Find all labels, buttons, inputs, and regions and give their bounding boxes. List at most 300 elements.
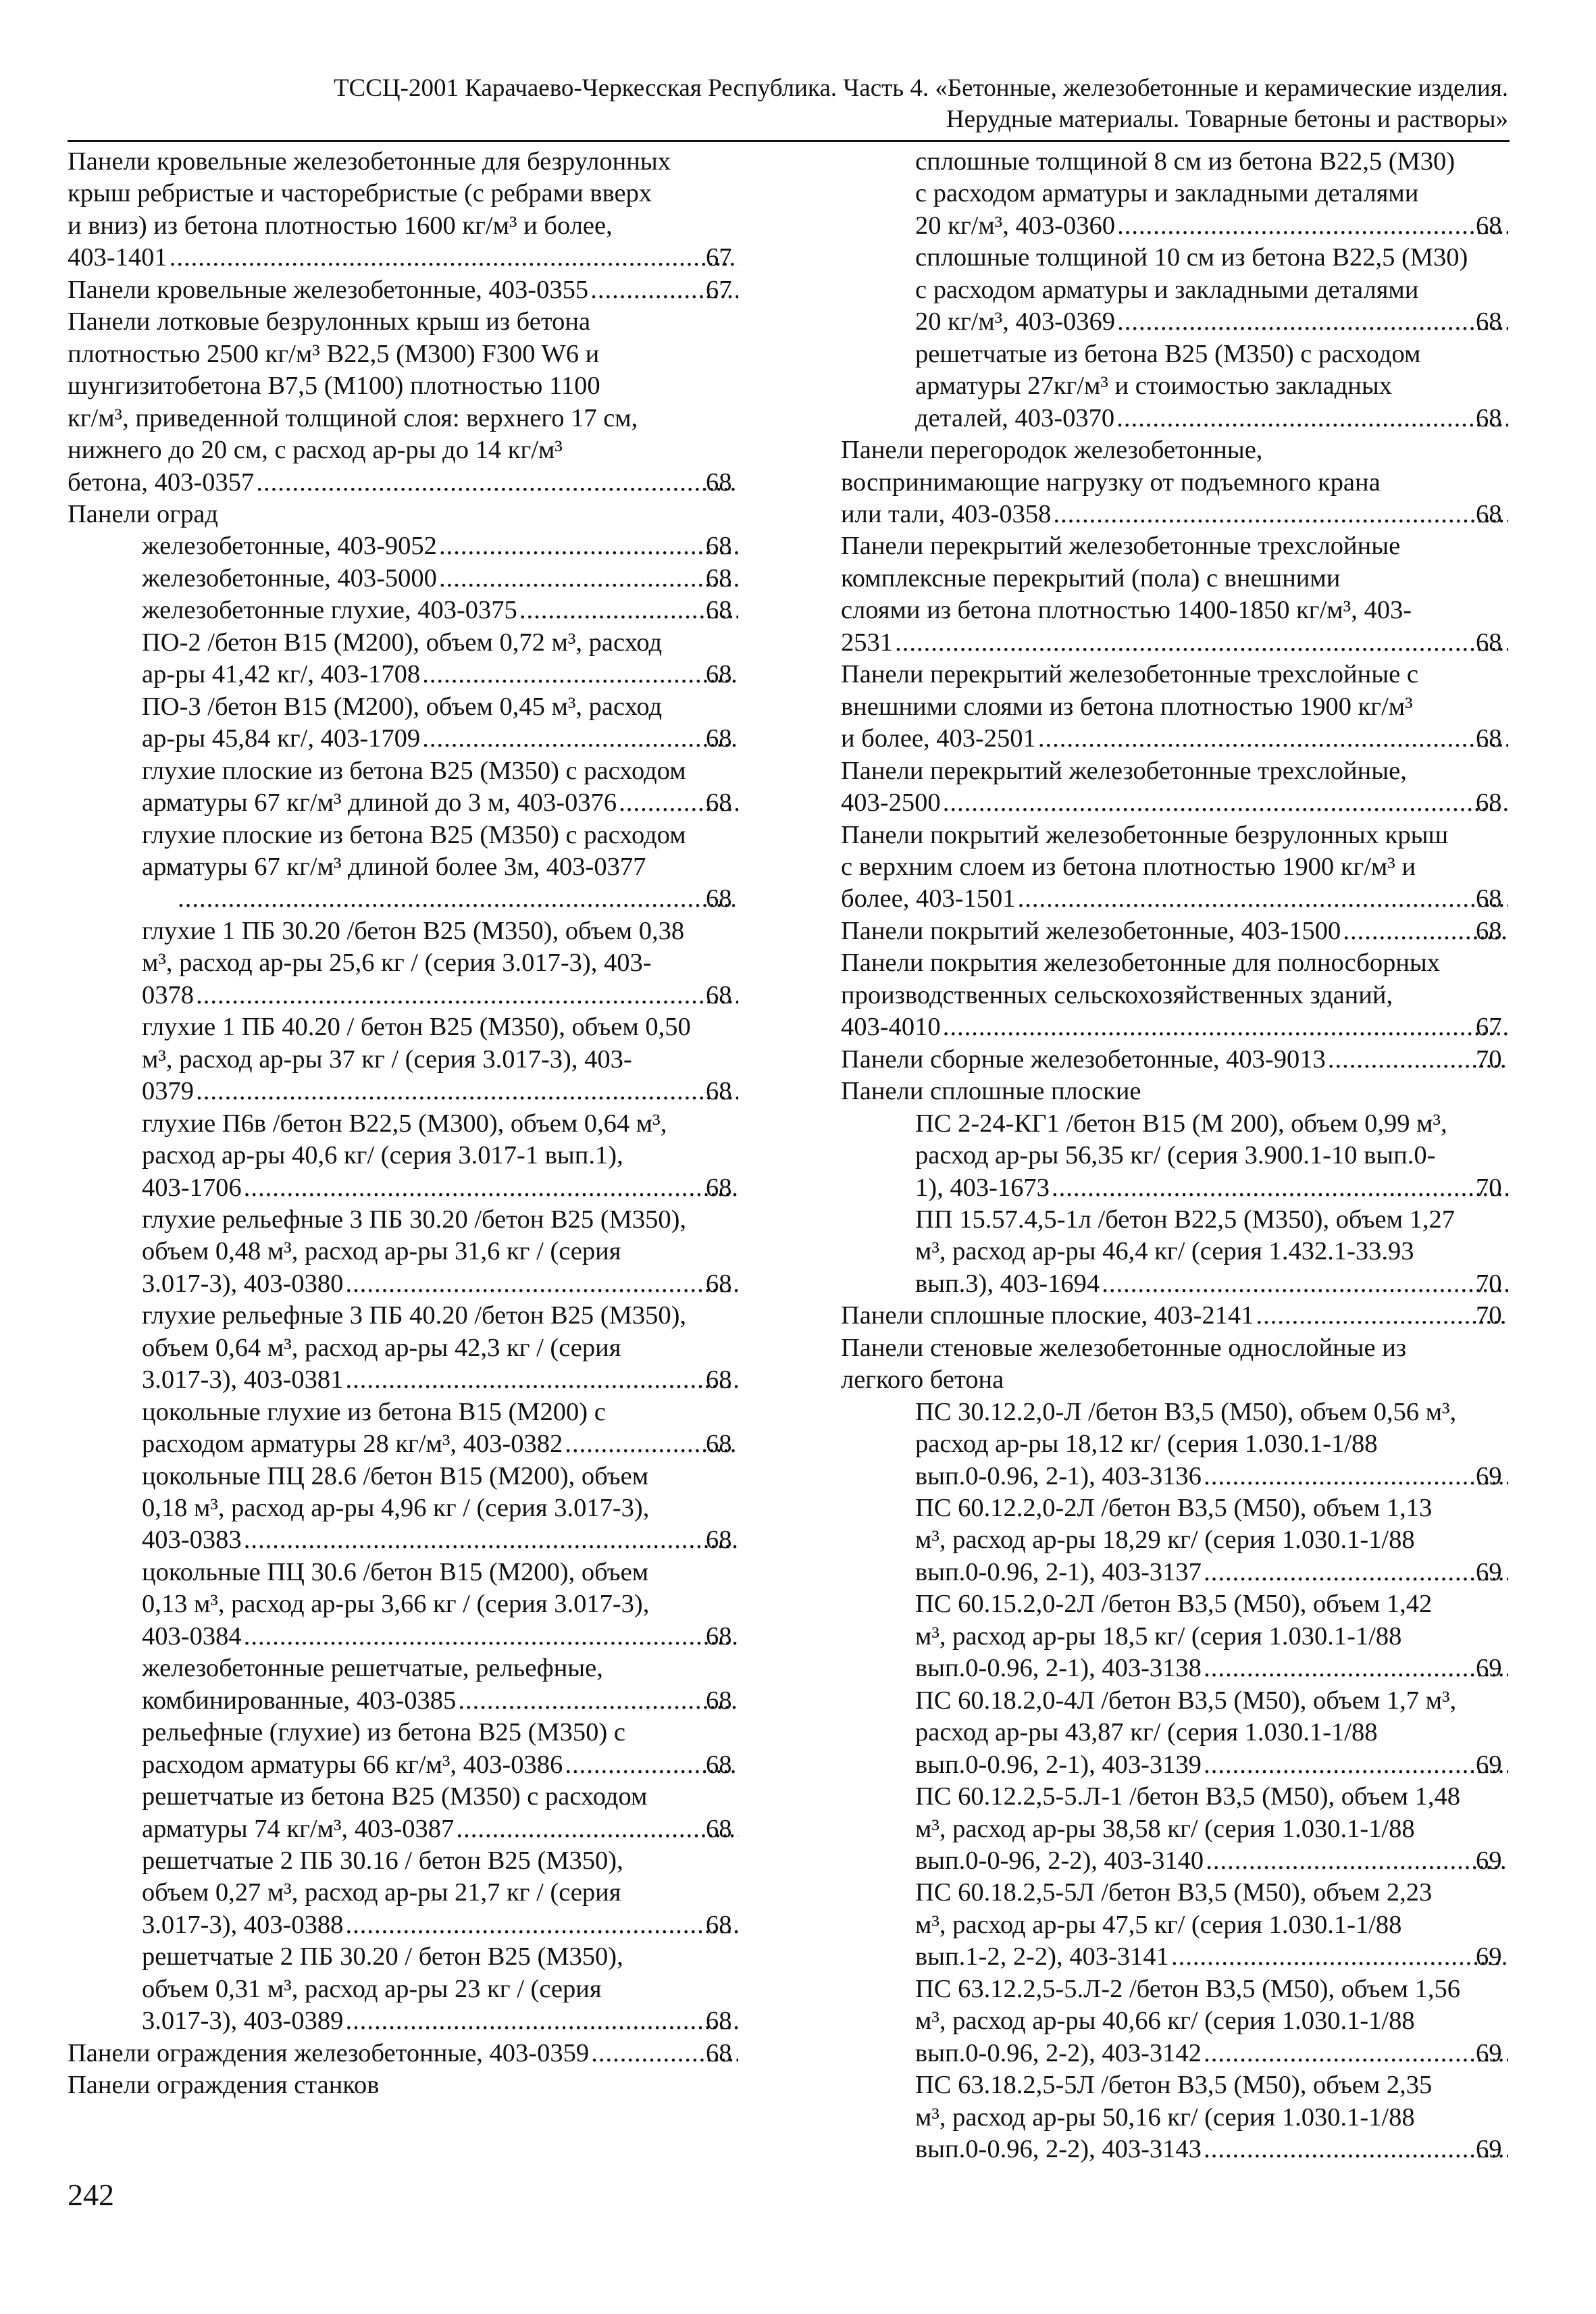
index-column-left <box>68 146 740 2102</box>
dot-leader <box>242 1172 738 1204</box>
entry-line: объем 0,31 м³, расход ар-ры 23 кг / (серия <box>142 1974 602 2003</box>
index-entry <box>841 530 1510 659</box>
entry-line: арматуры 74 кг/м³, 403-0387 <box>142 1814 455 1843</box>
entry-line: ПС 60.12.2,0-2Л /бетон В3,5 (М50), объем 1,13 <box>915 1494 1433 1523</box>
page-reference: 67 <box>1476 1013 1502 1042</box>
entry-line: ПС 2-24-КГ1 /бетон В15 (М 200), объем 0,99 м³, <box>915 1109 1447 1138</box>
entry-line: Панели кровельные железобетонные, 403-0355 <box>68 275 589 304</box>
page-reference: 68 <box>706 724 732 753</box>
page-reference: 68 <box>706 1814 732 1843</box>
index-entry <box>68 563 740 595</box>
entry-line: Панели перекрытий железобетонные трехслойные <box>841 532 1401 561</box>
entry-page-line <box>841 723 1510 755</box>
entry-line: Панели сплошные плоские <box>841 1077 1141 1106</box>
index-entry <box>841 2069 1510 2165</box>
index-entry <box>841 1332 1510 1397</box>
entry-page-line <box>915 1461 1510 1492</box>
dot-leader <box>456 1685 738 1717</box>
page-reference: 68 <box>706 788 732 818</box>
dot-leader <box>1202 1557 1508 1588</box>
entry-page-line <box>841 787 1510 819</box>
page-reference: 68 <box>706 1430 732 1459</box>
dot-leader <box>1202 1749 1508 1781</box>
header-line-2: Нерудные материалы. Товарные бетоны и растворы» <box>946 105 1508 133</box>
page-reference: 67 <box>706 275 732 304</box>
index-entry <box>68 146 740 274</box>
entry-line: расход ар-ры 40,6 кг/ (серия 3.017-1 вып.1), <box>142 1141 623 1170</box>
entry-page-line <box>68 274 740 306</box>
entry-line: вып.0-0.96, 2-1), 403-3139 <box>915 1750 1202 1779</box>
page-reference: 68 <box>1476 499 1502 528</box>
index-entry <box>841 1044 1510 1076</box>
entry-line: Панели сплошные плоские, 403-2141 <box>841 1301 1254 1330</box>
dot-leader <box>437 530 738 562</box>
page-reference: 69 <box>1476 1557 1502 1586</box>
entry-line: глухие П6в /бетон В22,5 (М300), объем 0,64 м³, <box>142 1109 667 1138</box>
entry-page-line <box>841 915 1510 947</box>
entry-line: железобетонные, 403-9052 <box>142 532 437 561</box>
dot-leader <box>437 563 738 595</box>
index-entry <box>68 915 740 1011</box>
dot-leader <box>168 242 738 274</box>
entry-line: слоями из бетона плотностью 1400-1850 кг/м³, 403- <box>841 596 1412 625</box>
entry-line: расход ар-ры 56,35 кг/ (серия 3.900.1-10 вып.0- <box>915 1141 1436 1170</box>
entry-line: м³, расход ар-ры 47,5 кг/ (серия 1.030.1-1/88 <box>915 1910 1402 1939</box>
entry-line: вып.0-0.96, 2-2), 403-3142 <box>915 2038 1202 2067</box>
entry-line: расход ар-ры 18,12 кг/ (серия 1.030.1-1/88 <box>915 1430 1378 1459</box>
entry-page-line <box>142 1076 740 1107</box>
page-reference: 68 <box>706 532 732 561</box>
dot-leader <box>941 1011 1508 1043</box>
header-line-1: ТССЦ-2001 Карачаево-Черкесская Республика. Часть 4. «Бетонные, железобетонные и керамические изделия. <box>333 74 1508 102</box>
entry-page-line <box>841 1300 1510 1332</box>
entry-page-line <box>915 1941 1510 1973</box>
page-reference: 68 <box>706 660 732 689</box>
header-rule <box>68 140 1510 142</box>
index-entry <box>68 691 740 755</box>
entry-page-line <box>68 2038 740 2069</box>
entry-line: 3.017-3), 403-0388 <box>142 1910 344 1939</box>
page-reference: 68 <box>706 884 732 913</box>
entry-line: и более, 403-2501 <box>841 724 1036 753</box>
dot-leader <box>1202 2134 1508 2165</box>
entry-line: внешними слоями из бетона плотностью 1900 кг/м³ <box>841 692 1413 721</box>
dot-leader <box>242 1524 738 1556</box>
page-reference: 68 <box>1476 628 1502 657</box>
entry-page-line <box>841 627 1510 659</box>
entry-line: Панели перегородок железобетонные, <box>841 436 1263 465</box>
entry-line: крыш ребристые и часторебристые (с ребрами вверх <box>68 179 652 208</box>
index-entry <box>68 820 740 915</box>
dot-leader <box>1202 1461 1508 1492</box>
entry-page-line <box>142 1749 740 1781</box>
entry-page-line <box>915 1172 1510 1204</box>
entry-line: или тали, 403-0358 <box>841 499 1052 528</box>
index-entry <box>841 755 1510 820</box>
entry-page-line <box>142 1428 740 1460</box>
entry-page-line <box>142 1685 740 1717</box>
entry-page-line <box>841 883 1510 915</box>
entry-page-line <box>841 1044 1510 1076</box>
entry-line: м³, расход ар-ры 18,5 кг/ (серия 1.030.1-1/88 <box>915 1621 1402 1651</box>
index-entry <box>68 2069 740 2101</box>
dot-leader <box>420 659 738 690</box>
running-header <box>83 73 1508 135</box>
index-entry <box>68 1397 740 1461</box>
dot-leader <box>242 1621 738 1653</box>
entry-line: ПС 60.18.2,5-5Л /бетон В3,5 (М50), объем 2,23 <box>915 1878 1433 1907</box>
entry-line: 403-2500 <box>841 788 941 818</box>
index-entry <box>68 1717 740 1781</box>
page-reference: 68 <box>706 1269 732 1298</box>
entry-line: 3.017-3), 403-0381 <box>142 1365 344 1394</box>
entry-line: решетчатые 2 ПБ 30.16 / бетон В25 (М350), <box>142 1846 623 1876</box>
entry-line: производственных сельскохозяйственных зданий, <box>841 980 1393 1009</box>
entry-line: бетона, 403-0357 <box>68 468 255 497</box>
entry-page-line <box>915 210 1510 242</box>
index-entry <box>68 1108 740 1204</box>
page-reference: 68 <box>1476 724 1502 753</box>
dot-leader <box>343 1364 738 1396</box>
page-reference: 68 <box>706 1365 732 1394</box>
dot-leader <box>1254 1300 1508 1332</box>
entry-line: объем 0,27 м³, расход ар-ры 21,7 кг / (серия <box>142 1878 621 1907</box>
page-reference: 69 <box>1476 1942 1502 1971</box>
dot-leader <box>194 1076 738 1107</box>
page-reference: 68 <box>706 1750 732 1779</box>
dot-leader <box>1051 499 1508 530</box>
index-entry <box>68 755 740 820</box>
entry-line: цокольные ПЦ 30.6 /бетон В15 (М200), объем <box>142 1557 649 1586</box>
page-reference: 68 <box>706 1686 732 1715</box>
index-entry <box>68 1557 740 1653</box>
page-reference: 70 <box>1476 1173 1502 1202</box>
index-entry <box>68 1941 740 2037</box>
entry-page-line <box>915 1845 1510 1877</box>
entry-line: вып.0-0.96, 2-1), 403-3137 <box>915 1557 1202 1586</box>
entry-line: ПС 60.18.2,0-4Л /бетон В3,5 (М50), объем 1,7 м³, <box>915 1686 1457 1715</box>
entry-line: кг/м³, приведенной толщиной слоя: верхнего 17 см, <box>68 403 638 432</box>
entry-line: комплексные перекрытий (пола) с внешними <box>841 563 1341 593</box>
entry-line: 0,18 м³, расход ар-ры 4,96 кг / (серия 3.017-3), <box>142 1494 650 1523</box>
entry-page-line <box>142 563 740 595</box>
entry-line: решетчатые 2 ПБ 30.20 / бетон В25 (М350), <box>142 1942 623 1971</box>
entry-line: сплошные толщиной 10 см из бетона В22,5 (М30) <box>915 243 1468 272</box>
entry-line: железобетонные, 403-5000 <box>142 563 437 593</box>
entry-line: вып.1-2, 2-2), 403-3141 <box>915 1942 1169 1971</box>
index-entry <box>841 1300 1510 1332</box>
index-entry <box>841 947 1510 1043</box>
index-entry <box>68 1781 740 1845</box>
entry-line: Панели сборные железобетонные, 403-9013 <box>841 1045 1326 1074</box>
entry-line: 3.017-3), 403-0389 <box>142 2007 344 2036</box>
page-reference: 69 <box>1476 2135 1502 2164</box>
entry-line: арматуры 67 кг/м³ длиной более 3м, 403-0377 <box>142 852 646 881</box>
page-reference: 68 <box>706 468 732 497</box>
entry-line: 403-1401 <box>68 243 168 272</box>
dot-leader <box>176 883 738 915</box>
entry-line: вып.0-0.96, 2-2), 403-3143 <box>915 2135 1202 2164</box>
dot-leader <box>1036 723 1508 755</box>
entry-line: глухие 1 ПБ 30.20 /бетон В25 (М350), объем 0,38 <box>142 916 685 945</box>
page-reference: 69 <box>1476 1750 1502 1779</box>
entry-page-line <box>915 403 1510 434</box>
entry-page-line <box>915 1653 1510 1684</box>
page-reference: 68 <box>706 980 732 1009</box>
page-reference: 68 <box>706 596 732 625</box>
entry-line: цокольные ПЦ 28.6 /бетон В15 (М200), объем <box>142 1461 649 1490</box>
entry-line: легкого бетона <box>841 1365 1004 1394</box>
entry-line: Панели перекрытий железобетонные трехслойные, <box>841 756 1407 785</box>
index-entry <box>68 530 740 562</box>
dot-leader <box>1202 1653 1508 1684</box>
entry-line: м³, расход ар-ры 46,4 кг/ (серия 1.432.1-33.93 <box>915 1237 1414 1266</box>
entry-line: объем 0,64 м³, расход ар-ры 42,3 кг / (серия <box>142 1333 621 1362</box>
index-entry <box>841 1973 1510 2069</box>
index-entry <box>68 1204 740 1300</box>
entry-page-line <box>142 1524 740 1556</box>
dot-leader <box>1050 1172 1508 1204</box>
dot-leader <box>1115 306 1508 338</box>
entry-line: м³, расход ар-ры 37 кг / (серия 3.017-3), 403- <box>142 1045 632 1074</box>
entry-page-line <box>915 2038 1510 2069</box>
entry-line: плотностью 2500 кг/м³ В22,5 (М300) F300 W6 и <box>68 339 600 368</box>
page-reference: 68 <box>706 563 732 593</box>
index-entry <box>68 595 740 626</box>
index-column-right <box>841 146 1510 2166</box>
dot-leader <box>1204 1845 1508 1877</box>
entry-line: расходом арматуры 28 кг/м³, 403-0382 <box>142 1430 563 1459</box>
page-reference: 68 <box>1476 916 1502 945</box>
index-entry <box>68 1845 740 1941</box>
index-entry <box>68 2038 740 2069</box>
entry-line: глухие рельефные 3 ПБ 40.20 /бетон В25 (М350), <box>142 1301 687 1330</box>
entry-line: глухие рельефные 3 ПБ 30.20 /бетон В25 (М350), <box>142 1205 687 1234</box>
entry-line: 2531 <box>841 628 893 657</box>
dot-leader <box>517 595 738 626</box>
entry-line: м³, расход ар-ры 18,29 кг/ (серия 1.030.1-1/88 <box>915 1526 1415 1555</box>
entry-line: 0,13 м³, расход ар-ры 3,66 кг / (серия 3.017-3), <box>142 1590 650 1619</box>
entry-line: комбинированные, 403-0385 <box>142 1686 457 1715</box>
index-entry <box>841 820 1510 915</box>
entry-line: Панели стеновые железобетонные однослойные из <box>841 1333 1407 1362</box>
entry-page-line <box>142 659 740 690</box>
entry-page-line <box>841 499 1510 530</box>
entry-line: объем 0,48 м³, расход ар-ры 31,6 кг / (серия <box>142 1237 621 1266</box>
index-entry <box>68 1300 740 1396</box>
entry-line: железобетонные решетчатые, рельефные, <box>142 1654 603 1683</box>
entry-line: ПС 63.18.2,5-5Л /бетон В3,5 (М50), объем 2,35 <box>915 2071 1433 2100</box>
page-reference: 70 <box>1476 1045 1502 1074</box>
entry-line: Панели покрытий железобетонные, 403-1500 <box>841 916 1341 945</box>
index-entry <box>841 1685 1510 1781</box>
entry-page-line <box>142 1172 740 1204</box>
dot-leader <box>343 1909 738 1941</box>
index-entry <box>841 1108 1510 1204</box>
entry-line: м³, расход ар-ры 40,66 кг/ (серия 1.030.1-1/88 <box>915 2007 1415 2036</box>
entry-line: Панели ограждения станков <box>68 2071 380 2100</box>
index-entry <box>68 274 740 306</box>
entry-line: вып.0-0.96, 2-1), 403-3138 <box>915 1654 1202 1683</box>
entry-page-line <box>142 595 740 626</box>
dot-leader <box>194 980 738 1011</box>
entry-page-line <box>142 1813 740 1845</box>
entry-line: 0379 <box>142 1077 194 1106</box>
entry-line: 403-4010 <box>841 1013 941 1042</box>
index-entry <box>68 1653 740 1717</box>
index-entry <box>841 1204 1510 1300</box>
dot-leader <box>1016 883 1508 915</box>
index-entry <box>841 242 1510 338</box>
entry-line: и вниз) из бетона плотностью 1600 кг/м³ и более, <box>68 211 613 240</box>
page-reference: 68 <box>706 1526 732 1555</box>
entry-page-line <box>142 723 740 755</box>
index-entry <box>841 659 1510 755</box>
entry-line: 20 кг/м³, 403-0369 <box>915 307 1116 336</box>
entry-line: рельефные (глухие) из бетона В25 (М350) с <box>142 1718 625 1747</box>
entry-line: м³, расход ар-ры 50,16 кг/ (серия 1.030.1-1/88 <box>915 2103 1415 2132</box>
entry-line: решетчатые из бетона В25 (М350) с расходом <box>915 339 1421 368</box>
index-entry <box>841 1076 1510 1107</box>
page-reference: 68 <box>706 1077 732 1106</box>
index-entry <box>68 306 740 499</box>
dot-leader <box>1169 1941 1508 1973</box>
entry-line: вып.0-0-96, 2-2), 403-3140 <box>915 1846 1204 1876</box>
entry-page-line <box>142 530 740 562</box>
entry-line: Панели покрытия железобетонные для полносборных <box>841 949 1441 978</box>
entry-page-line <box>142 1909 740 1941</box>
entry-page-line <box>142 2005 740 2037</box>
entry-line: Панели покрытий железобетонные безрулонных крыш <box>841 820 1449 849</box>
entry-page-line <box>915 1749 1510 1781</box>
index-entry <box>841 1492 1510 1588</box>
page-reference: 70 <box>1476 1301 1502 1330</box>
page-reference: 68 <box>1476 403 1502 432</box>
page-reference: 68 <box>706 2038 732 2067</box>
page-reference: 68 <box>1476 884 1502 913</box>
dot-leader <box>893 627 1508 659</box>
entry-line: ар-ры 41,42 кг/, 403-1708 <box>142 660 421 689</box>
dot-leader <box>941 787 1508 819</box>
entry-page-line <box>915 1557 1510 1588</box>
entry-line: с расходом арматуры и закладными деталями <box>915 179 1419 208</box>
page-reference: 69 <box>1476 1846 1502 1876</box>
entry-line: 1), 403-1673 <box>915 1173 1050 1202</box>
entry-line: ар-ры 45,84 кг/, 403-1709 <box>142 724 421 753</box>
entry-line: 20 кг/м³, 403-0360 <box>915 211 1116 240</box>
entry-line: 0378 <box>142 980 194 1009</box>
index-entry <box>841 915 1510 947</box>
dot-leader <box>1100 1268 1508 1300</box>
page-reference: 68 <box>706 2007 732 2036</box>
entry-line: 3.017-3), 403-0380 <box>142 1269 344 1298</box>
entry-line: ПС 60.12.2,5-5.Л-1 /бетон В3,5 (М50), объем 1,48 <box>915 1782 1460 1811</box>
page-reference: 67 <box>706 243 732 272</box>
entry-line: Панели перекрытий железобетонные трехслойные с <box>841 660 1418 689</box>
entry-line: арматуры 27кг/м³ и стоимостью закладных <box>915 372 1393 401</box>
entry-page-line <box>142 787 740 819</box>
entry-line: Панели лотковые безрулонных крыш из бетона <box>68 307 591 336</box>
index-entry <box>68 499 740 530</box>
entry-line: 403-1706 <box>142 1173 242 1202</box>
page-reference: 68 <box>706 1173 732 1202</box>
entry-line: ПО-2 /бетон В15 (М200), объем 0,72 м³, расход <box>142 628 663 657</box>
entry-line: сплошные толщиной 8 см из бетона В22,5 (М30) <box>915 147 1456 176</box>
page-reference: 70 <box>1476 1269 1502 1298</box>
entry-line: железобетонные глухие, 403-0375 <box>142 596 517 625</box>
entry-page-line <box>915 2134 1510 2165</box>
entry-line: с верхним слоем из бетона плотностью 1900 кг/м³ и <box>841 852 1416 881</box>
entry-page-line <box>142 980 740 1011</box>
entry-page-line <box>176 883 740 915</box>
page-reference: 68 <box>706 1621 732 1651</box>
entry-line: нижнего до 20 см, с расход ар-ры до 14 кг/м³ <box>68 436 563 465</box>
dot-leader <box>343 1268 738 1300</box>
page-reference: 69 <box>1476 1461 1502 1490</box>
page-number: 242 <box>68 2178 114 2212</box>
entry-line: вып.0-0.96, 2-1), 403-3136 <box>915 1461 1202 1490</box>
page-reference: 69 <box>1476 2038 1502 2067</box>
entry-page-line <box>915 1268 1510 1300</box>
dot-leader <box>343 2005 738 2037</box>
page-reference: 68 <box>1476 788 1502 818</box>
index-entry <box>841 1877 1510 1973</box>
entry-page-line <box>841 1011 1510 1043</box>
entry-page-line <box>142 1364 740 1396</box>
entry-line: глухие плоские из бетона В25 (М350) с расходом <box>142 756 686 785</box>
entry-line: вып.3), 403-1694 <box>915 1269 1100 1298</box>
entry-line: глухие плоские из бетона В25 (М350) с расходом <box>142 820 686 849</box>
entry-page-line <box>68 467 740 499</box>
entry-line: деталей, 403-0370 <box>915 403 1115 432</box>
index-entry <box>68 627 740 691</box>
index-entry <box>841 1588 1510 1684</box>
entry-line: ПС 30.12.2,0-Л /бетон В3,5 (М50), объем 0,56 м³, <box>915 1397 1457 1426</box>
entry-line: глухие 1 ПБ 40.20 / бетон В25 (М350), объем 0,50 <box>142 1013 691 1042</box>
entry-line: цокольные глухие из бетона В15 (М200) с <box>142 1397 606 1426</box>
index-entry <box>68 1461 740 1557</box>
index-entry <box>841 1781 1510 1877</box>
page-reference: 68 <box>1476 307 1502 336</box>
dot-leader <box>454 1813 738 1845</box>
entry-line: с расходом арматуры и закладными деталями <box>915 275 1419 304</box>
index-entry <box>841 338 1510 434</box>
dot-leader <box>1114 403 1508 434</box>
entry-page-line <box>142 1268 740 1300</box>
entry-page-line <box>915 306 1510 338</box>
index-entry <box>841 1397 1510 1492</box>
index-entry <box>841 434 1510 530</box>
entry-line: Панели кровельные железобетонные для безрулонных <box>68 147 671 176</box>
entry-line: м³, расход ар-ры 38,58 кг/ (серия 1.030.1-1/88 <box>915 1814 1415 1843</box>
entry-line: Панели ограждения железобетонные, 403-0359 <box>68 2038 590 2067</box>
entry-page-line <box>142 1621 740 1653</box>
entry-line: ПО-3 /бетон В15 (М200), объем 0,45 м³, расход <box>142 692 663 721</box>
dot-leader <box>1115 210 1508 242</box>
dot-leader <box>420 723 738 755</box>
entry-line: решетчатые из бетона В25 (М350) с расходом <box>142 1782 648 1811</box>
entry-line: Панели оград <box>68 499 218 528</box>
entry-line: 403-0384 <box>142 1621 242 1651</box>
entry-line: расходом арматуры 66 кг/м³, 403-0386 <box>142 1750 563 1779</box>
entry-line: ПС 60.15.2,0-2Л /бетон В3,5 (М50), объем 1,42 <box>915 1590 1433 1619</box>
index-entry <box>841 146 1510 242</box>
entry-line: расход ар-ры 43,87 кг/ (серия 1.030.1-1/88 <box>915 1718 1378 1747</box>
dot-leader <box>254 467 738 499</box>
dot-leader <box>1202 2038 1508 2069</box>
entry-page-line <box>68 242 740 274</box>
entry-line: ПП 15.57.4,5-1л /бетон В22,5 (М350), объем 1,27 <box>915 1205 1455 1234</box>
